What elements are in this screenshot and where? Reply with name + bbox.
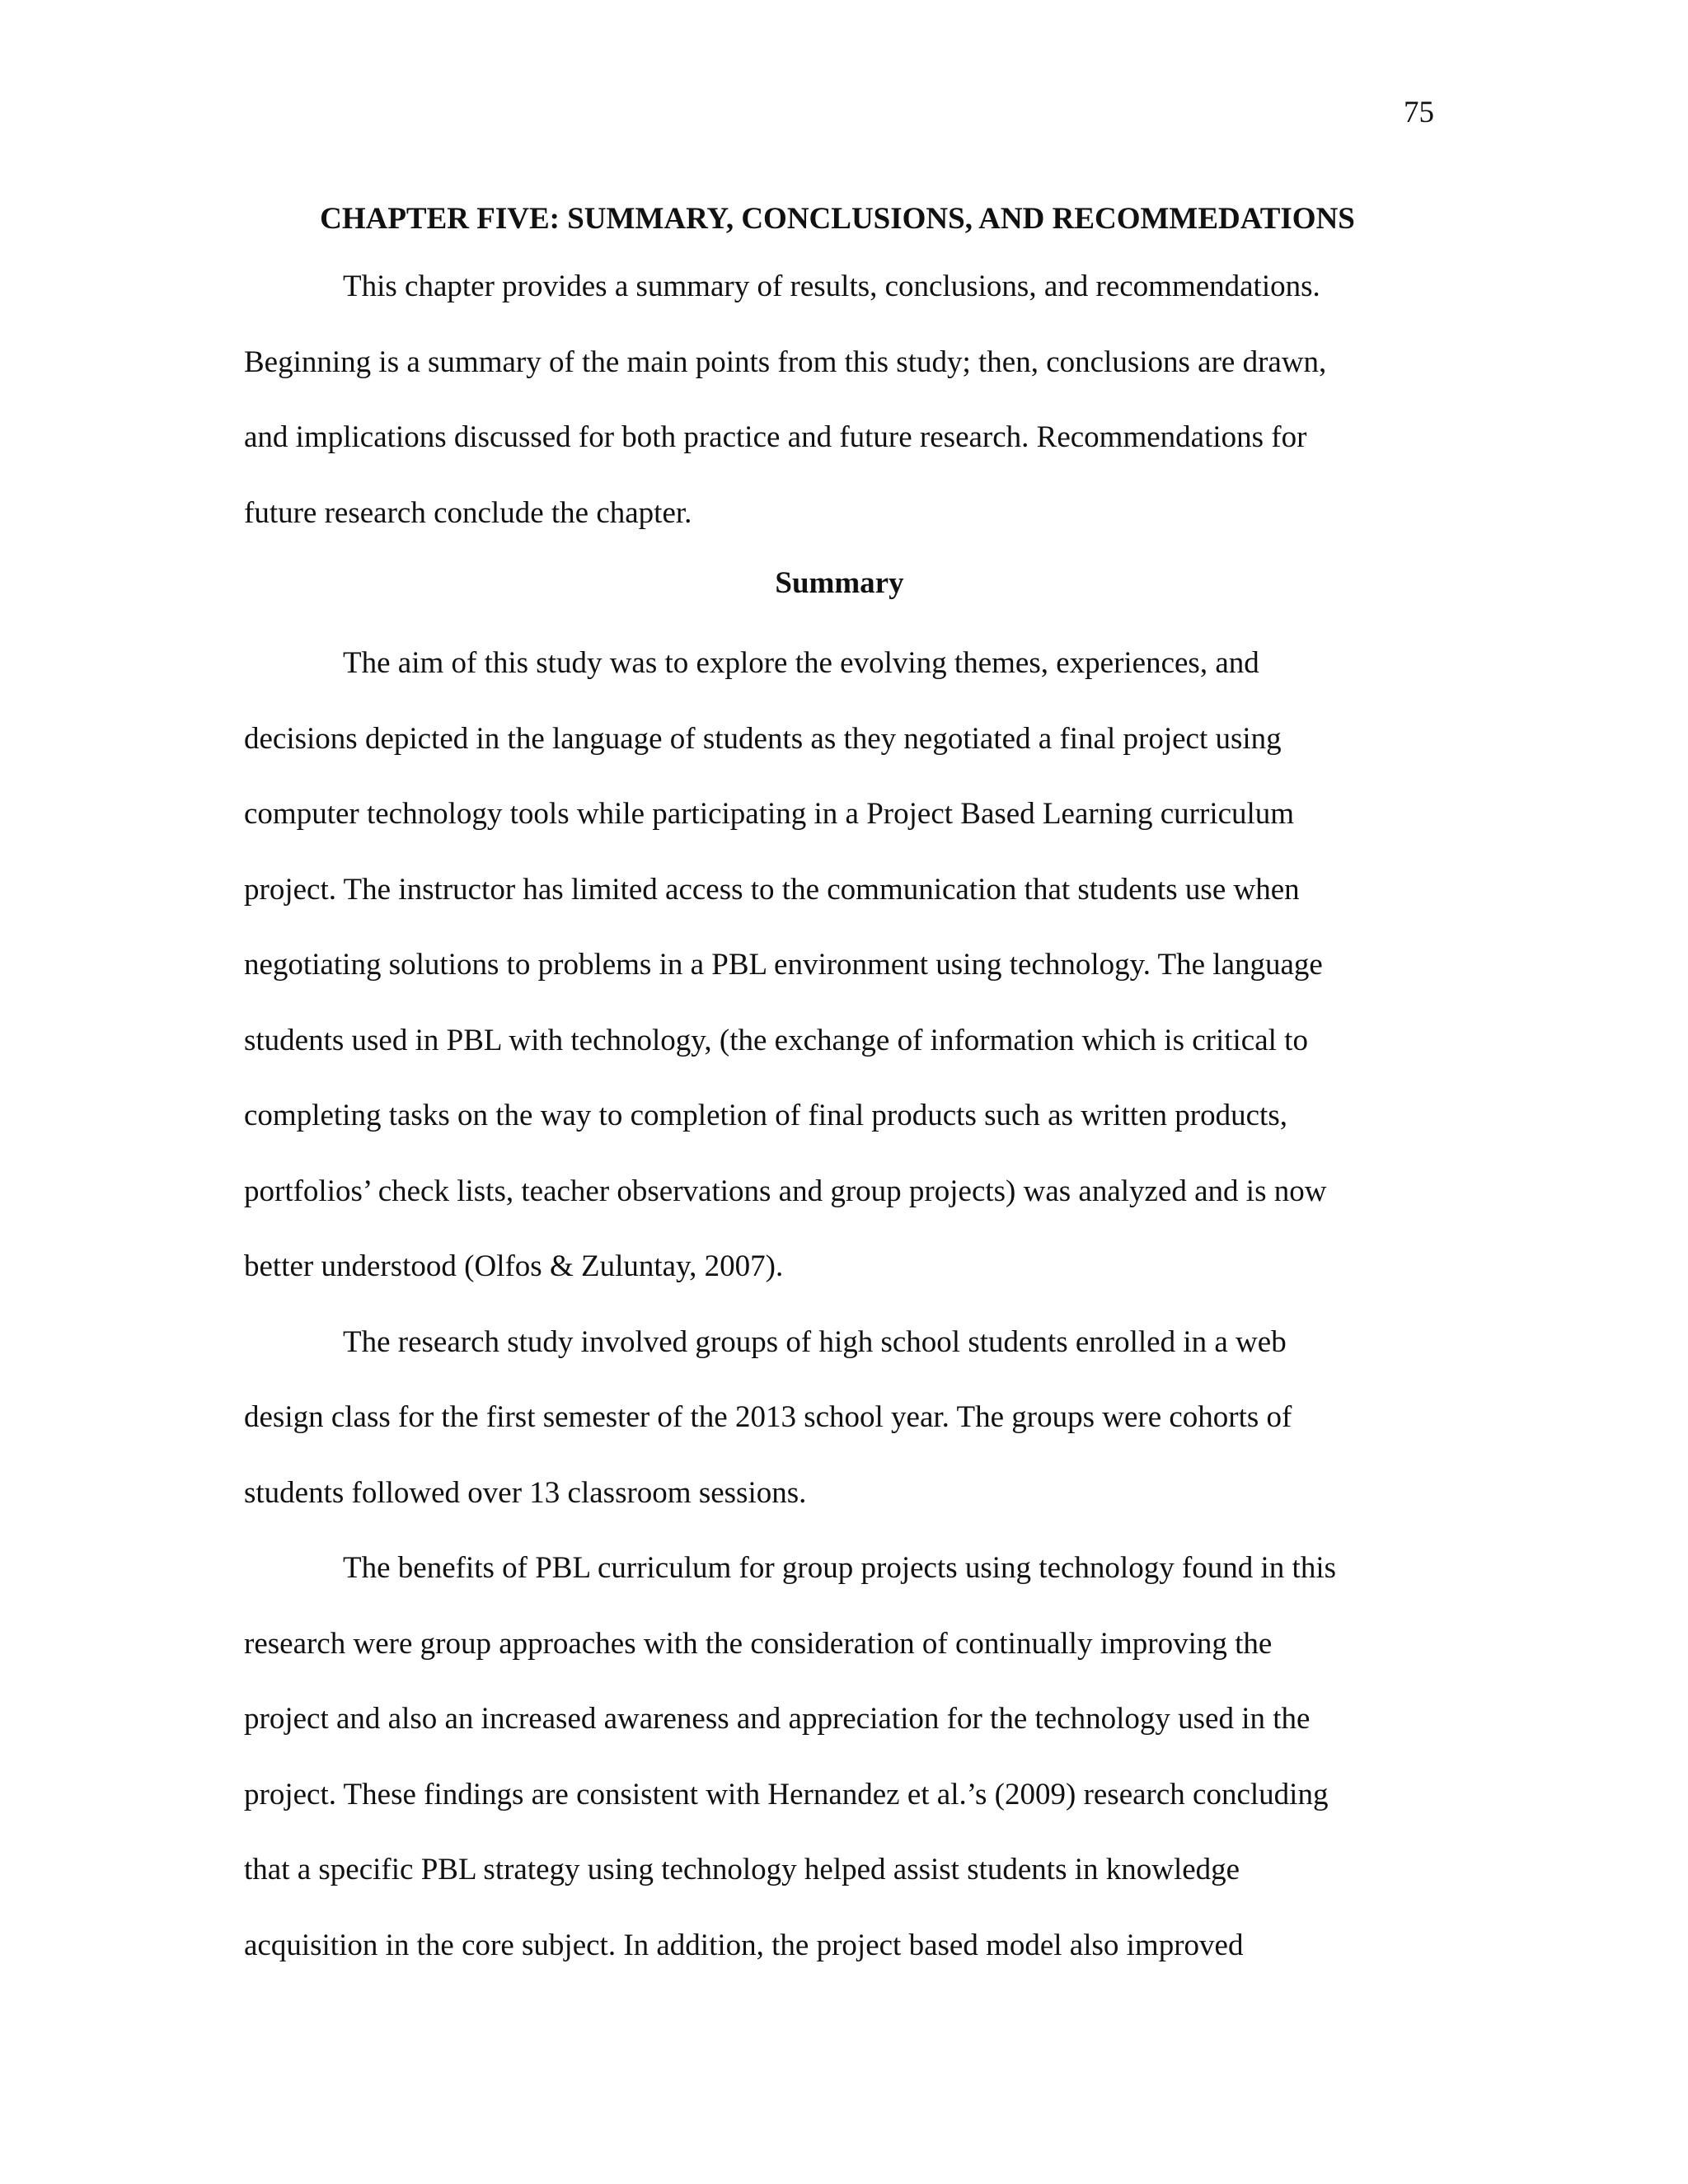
text-line: and implications discussed for both practice and future research. Recommendations for bbox=[244, 420, 1307, 454]
text-line: students followed over 13 classroom sessions. bbox=[244, 1475, 807, 1510]
text-line: that a specific PBL strategy using technology helped assist students in knowledge bbox=[244, 1853, 1240, 1886]
text-line: project. The instructor has limited access to the communication that students use when bbox=[244, 872, 1300, 907]
text-line: This chapter provides a summary of results, conclusions, and recommendations. bbox=[343, 269, 1320, 303]
text-line: negotiating solutions to problems in a PBL environment using technology. The language bbox=[244, 948, 1323, 982]
summary-paragraph-1 bbox=[244, 626, 1435, 1305]
text-line: design class for the first semester of the 2013 school year. The groups were cohorts of bbox=[244, 1400, 1292, 1434]
text-line: The research study involved groups of high school students enrolled in a web bbox=[343, 1324, 1287, 1359]
summary-paragraph-3 bbox=[244, 1530, 1435, 1983]
text-line: project and also an increased awareness and appreciation for the technology used in the bbox=[244, 1702, 1311, 1736]
text-line: The aim of this study was to explore the evolving themes, experiences, and bbox=[343, 646, 1259, 680]
text-line: project. These findings are consistent with Hernandez et al.’s (2009) research concluding bbox=[244, 1777, 1329, 1811]
text-line: future research conclude the chapter. bbox=[244, 495, 692, 530]
text-line: Beginning is a summary of the main points from this study; then, conclusions are drawn, bbox=[244, 344, 1327, 379]
section-heading-summary: Summary bbox=[775, 566, 904, 600]
text-line: portfolios’ check lists, teacher observations and group projects) was analyzed and is now bbox=[244, 1174, 1327, 1208]
text-line: research were group approaches with the consideration of continually improving the bbox=[244, 1626, 1273, 1661]
page-number: 75 bbox=[1404, 96, 1434, 129]
intro-paragraph bbox=[244, 249, 1435, 551]
text-line: students used in PBL with technology, (the exchange of information which is critical to bbox=[244, 1023, 1308, 1057]
text-line: completing tasks on the way to completion of final products such as written products, bbox=[244, 1099, 1287, 1132]
summary-body bbox=[244, 626, 1435, 1983]
text-line: computer technology tools while participating in a Project Based Learning curriculum bbox=[244, 797, 1295, 831]
chapter-title: CHAPTER FIVE: SUMMARY, CONCLUSIONS, AND RECOMMEDATIONS bbox=[320, 202, 1355, 236]
text-line: The benefits of PBL curriculum for group projects using technology found in this bbox=[343, 1551, 1337, 1585]
text-line: better understood (Olfos & Zuluntay, 2007). bbox=[244, 1249, 784, 1283]
text-line: acquisition in the core subject. In addition, the project based model also improved bbox=[244, 1928, 1244, 1962]
summary-paragraph-2 bbox=[244, 1305, 1435, 1531]
text-line: decisions depicted in the language of students as they negotiated a final project using bbox=[244, 721, 1282, 756]
